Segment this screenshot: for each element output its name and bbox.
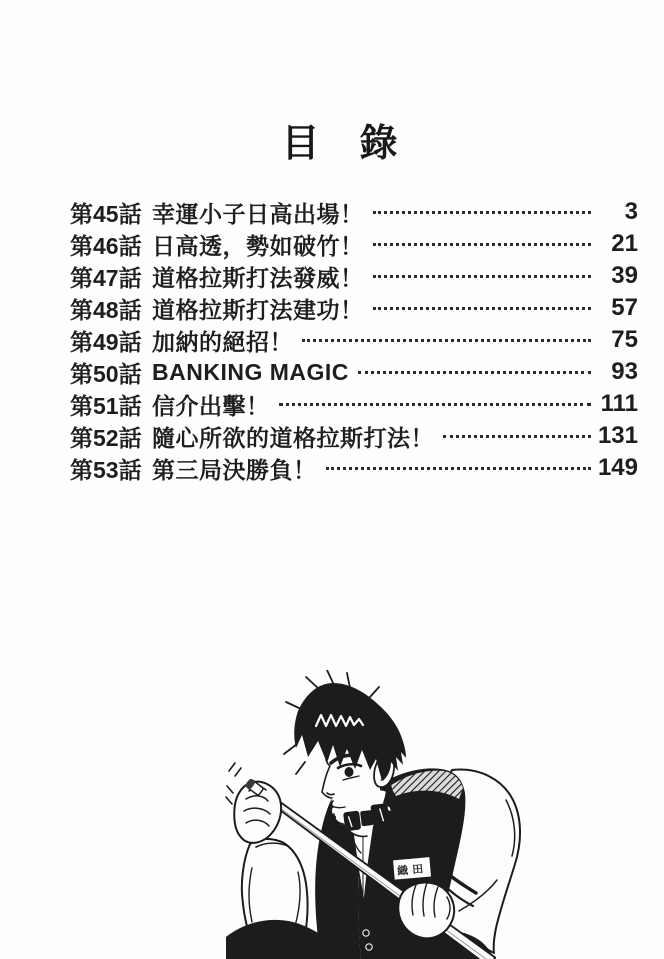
chapter-title: 隨心所欲的道格拉斯打法！ [152,424,434,451]
chapter-title: 道格拉斯打法建功！ [152,296,364,323]
leader-dots [373,211,592,214]
page-number: 75 [611,326,638,353]
page-number: 57 [611,294,638,321]
chapter-title: 加納的絕招！ [152,328,293,355]
name-tag [392,856,432,880]
toc-entry [70,452,638,484]
page-number: 3 [624,198,638,225]
table-of-contents [70,196,638,484]
leader-dots [443,435,591,438]
toc-entry [70,324,638,356]
toc-entry [70,292,638,324]
leader-dots [326,467,592,470]
leader-dots [373,307,592,310]
toc-entry [70,356,638,388]
chapter-title: 第三局決勝負！ [152,456,317,483]
chapter-label: 第49話 [70,328,142,355]
toc-entry [70,420,638,452]
page-number: 149 [597,454,638,481]
chapter-title: 信介出擊！ [152,392,270,419]
chapter-label: 第51話 [70,392,142,419]
leader-dots [373,275,592,278]
chapter-label: 第46話 [70,232,142,259]
chapter-label: 第50話 [70,360,142,387]
page-number: 93 [611,358,638,385]
page-number: 111 [600,390,638,417]
page-number: 21 [611,230,638,257]
toc-entry [70,228,638,260]
hand-gripping-cue [398,882,454,938]
leader-dots [373,243,592,246]
chapter-title: 日高透，勢如破竹！ [152,232,364,259]
leader-dots [302,339,591,342]
chapter-label: 第52話 [70,424,142,451]
character-illustration [220,670,544,959]
toc-entry [70,388,638,420]
page-number: 131 [597,422,638,449]
toc-entry [70,196,638,228]
chapter-title: 道格拉斯打法發威！ [152,264,364,291]
chapter-title: 幸運小子日高出場！ [152,200,364,227]
page-title: 目 錄 [281,123,399,165]
chapter-label: 第48話 [70,296,142,323]
name-tag-text: 織田 [396,863,428,878]
chapter-label: 第53話 [70,456,142,483]
page-number: 39 [611,262,638,289]
leader-dots [279,403,592,406]
toc-entry [70,260,638,292]
chapter-title: BANKING MAGIC [152,358,349,385]
chapter-label: 第47話 [70,264,142,291]
leader-dots [358,371,591,374]
chapter-label: 第45話 [70,200,142,227]
